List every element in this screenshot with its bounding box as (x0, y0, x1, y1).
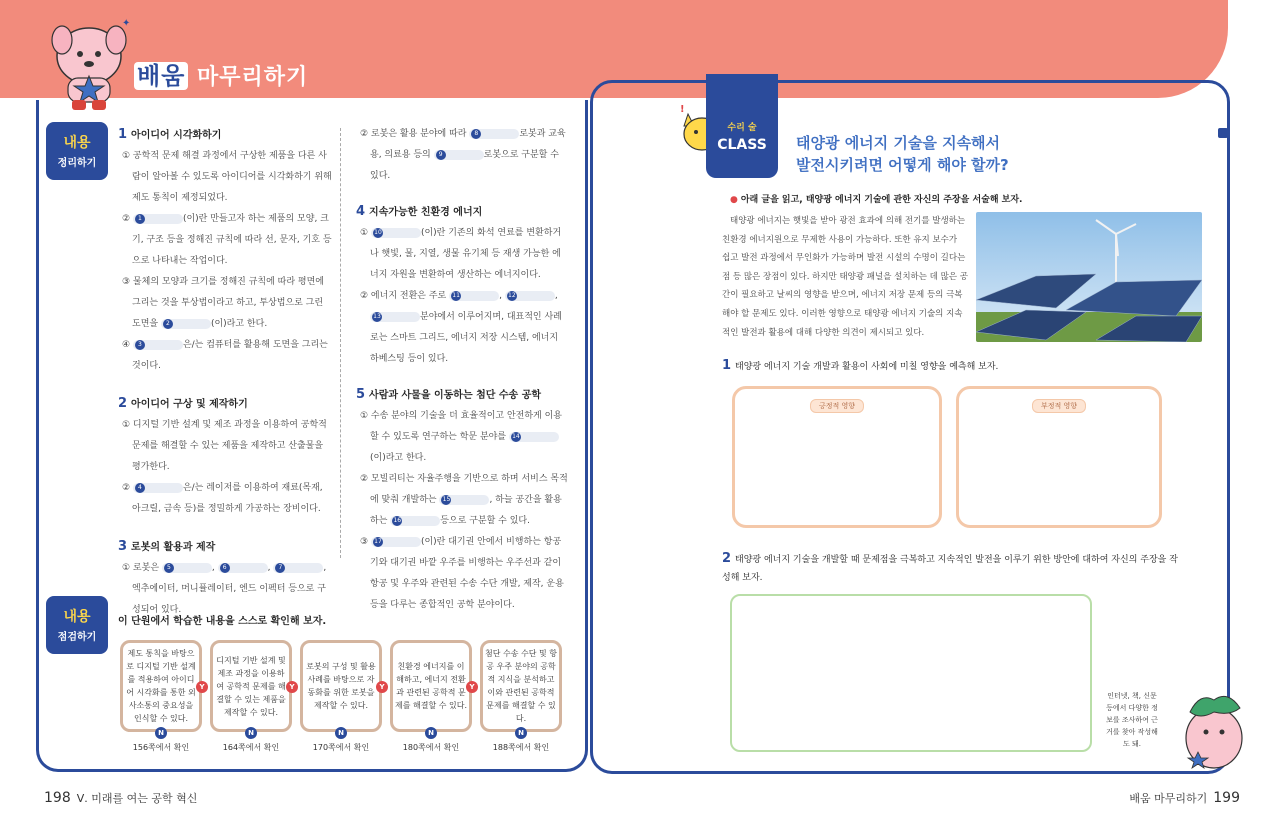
fill-blank[interactable] (469, 129, 519, 139)
reading-paragraph: 태양광 에너지는 햇빛을 받아 광전 효과에 의해 전기를 발생하는 친환경 에너지원으로 무제한 사용이 가능하다. 또한 유지 보수가 쉽고 발전 과정에서 무인화가 가능하며 발전 시설의 수명이 길다는 점 등 많은 장점이 있다. 하지만 태양광 패널을 설치하는 데 많은 공간이 필요하고 날씨의 영향을 받으며, 에너지 저장 문제 등의 극복해야 할 문제도 있다. 이러한 영향으로 태양광 에너지 기술의 지속적인 발전과 활용에 대해 다양한 의견이 제시되고 있다. (722, 216, 968, 338)
class-badge (706, 74, 778, 178)
question-text: 태양광 에너지 기술 개발과 활용이 사회에 미칠 영향을 예측해 보자. (735, 362, 999, 372)
item-text: 은/는 레이저를 이용하여 재료(목재, 아크릴, 금속 등)를 정밀하게 가공하는 장비이다. (132, 483, 323, 514)
big-question-line1: 태양광 에너지 기술을 지속해서 (796, 134, 1001, 152)
item-text: (이)란 만들고자 하는 제품의 모양, 크기, 구조 등을 정해진 규칙에 따라 선, 문자, 기호 등으로 나타내는 작업이다. (132, 214, 332, 266)
section-title-text: 아이디어 시각화하기 (131, 130, 222, 141)
item-text: ③ 물체의 모양과 크기를 정해진 규칙에 따라 평면에 그리는 것을 투상법이라고 하고, 투상법으로 그린 도면을 (122, 277, 324, 329)
item-text: 은/는 컴퓨터를 활용해 도면을 그리는 것이다. (132, 340, 328, 371)
summary-column-2 (356, 124, 568, 616)
question-2 (722, 550, 1182, 587)
section-number: 5 (356, 387, 366, 402)
review-box-2 (210, 640, 292, 732)
fill-blank[interactable] (133, 340, 183, 350)
list-item (356, 286, 568, 370)
fill-blank[interactable] (449, 291, 499, 301)
item-text: ③ (360, 537, 369, 547)
review-box-4 (390, 640, 472, 732)
item-text: ① 디지털 기반 설계 및 제조 과정을 이용하여 공학적 문제를 해결할 수 있는 제품을 제작하고 산출물을 평가한다. (122, 420, 327, 472)
page-reference: 156쪽에서 확인 (132, 743, 190, 752)
fill-blank[interactable] (133, 483, 183, 493)
list-item (356, 469, 568, 532)
instruction-text: 아래 글을 읽고, 태양광 에너지 기술에 관한 자신의 주장을 서술해 보자. (740, 195, 1023, 205)
list-item (118, 146, 334, 209)
review-text: 친환경 에너지를 이해하고, 에너지 전환과 관련된 공학적 문제를 해결할 수 있다. (395, 662, 467, 710)
item-text: 분야에서 이루어지며, 대표적인 사례로는 스마트 그리드, 에너지 저장 시스템, 에너지 하베스팅 등이 있다. (370, 312, 562, 364)
no-arrow-icon: N (335, 727, 347, 739)
tab-review-line2: 점검하기 (57, 632, 97, 643)
review-question: 이 단원에서 학습한 내용을 스스로 확인해 보자. (118, 616, 327, 627)
fill-blank[interactable] (371, 537, 421, 547)
item-text: ① 공학적 문제 해결 과정에서 구상한 제품을 다른 사람이 알아볼 수 있도록 아이디어를 시각화하기 위해 제도 통칙이 제정되었다. (122, 151, 332, 203)
question-number: 1 (722, 358, 732, 373)
no-arrow-icon: N (515, 727, 527, 739)
page-title (134, 56, 308, 91)
section-number: 1 (118, 127, 128, 142)
list-item (118, 415, 334, 478)
section-title (118, 124, 334, 146)
item-text: 로봇으로 구분할 수 있다. (370, 150, 559, 181)
answer-box[interactable] (730, 594, 1092, 752)
bullet-icon: ● (730, 195, 738, 205)
hint-text: 인터넷, 책, 신문 등에서 다양한 정보를 조사하여 근거를 찾아 작성해도 돼. (1106, 692, 1158, 748)
frame-marker (1218, 128, 1228, 138)
section-title (118, 393, 334, 415)
footer-text: Ⅴ. 미래를 여는 공학 혁신 (76, 792, 198, 805)
list-item (356, 124, 568, 187)
section-title (356, 201, 568, 223)
fill-blank[interactable] (218, 563, 268, 573)
summary-column-1 (118, 124, 334, 621)
item-text: ② 로봇은 활용 분야에 따라 (360, 129, 467, 139)
item-text: 등으로 구분할 수 있다. (440, 516, 530, 526)
no-arrow-icon: N (245, 727, 257, 739)
footer-text: 배움 마무리하기 (1129, 792, 1208, 805)
page-reference: 180쪽에서 확인 (402, 743, 460, 752)
question-number: 2 (722, 551, 732, 566)
fill-blank[interactable] (370, 312, 420, 322)
question-1 (722, 358, 998, 373)
negative-label: 부정적 영향 (1032, 399, 1086, 413)
review-text: 제도 통칙을 바탕으로 디지털 기반 설계를 적용하여 아이디어 시각화를 통한 외사소통의 중요성을 인식할 수 있다. (126, 649, 196, 723)
tab-summary-line2: 정리하기 (57, 158, 97, 169)
review-text: 디지털 기반 설계 및 제조 과정을 이용하여 공학적 문제를 해결할 수 있는 제품을 제작할 수 있다. (216, 655, 286, 717)
item-text: ② 에너지 전환은 주로 (360, 291, 447, 301)
fill-blank[interactable] (161, 319, 211, 329)
big-question-line2: 발전시키려면 어떻게 해야 할까? (796, 156, 1009, 174)
badge-line2: CLASS (717, 137, 767, 153)
list-item (118, 335, 334, 377)
section-number: 3 (118, 539, 128, 554)
item-text: ② (122, 483, 131, 493)
tab-review (46, 596, 108, 654)
section-title-text: 아이디어 구상 및 제작하기 (131, 399, 248, 410)
item-text: , (554, 291, 558, 301)
title-rest: 마무리하기 (197, 65, 309, 90)
item-text: , (499, 291, 502, 301)
page-reference: 164쪽에서 확인 (222, 743, 280, 752)
pink-creature-mascot-icon (1178, 686, 1250, 772)
item-text: ① 로봇은 (122, 563, 160, 573)
fill-blank[interactable] (505, 291, 555, 301)
section-number: 4 (356, 204, 366, 219)
fill-blank[interactable] (434, 150, 484, 160)
footer-left (44, 790, 197, 806)
review-box-3 (300, 640, 382, 732)
item-text: 로봇과 교육용, 의료용 등의 (370, 129, 566, 160)
negative-impact-box[interactable] (956, 386, 1162, 528)
column-divider (340, 128, 341, 558)
item-text: (이)라고 한다. (370, 453, 427, 463)
big-question (796, 132, 1009, 176)
review-box-1 (120, 640, 202, 732)
fill-blank[interactable] (371, 228, 421, 238)
item-text: ① (360, 228, 369, 238)
yes-arrow-icon: Y (286, 681, 298, 693)
list-item (356, 532, 568, 616)
list-item (356, 406, 568, 469)
item-text: (이)란 기존의 화석 연료를 변환하거나 햇빛, 물, 지열, 생물 유기체 등 재생 가능한 에너지 자원을 변환하여 생산하는 에너지이다. (370, 228, 562, 280)
solar-panel-photo (976, 212, 1202, 342)
list-item (118, 478, 334, 520)
fill-blank[interactable] (509, 432, 559, 442)
tab-summary (46, 122, 108, 180)
item-text: (이)란 대기권 안에서 비행하는 항공기와 대기권 바깥 우주를 비행하는 우주선과 같이 항공 및 우주와 관련된 수송 수단 개발, 제작, 운용 등을 다루는 종합적인 공학 분야이다. (370, 537, 564, 610)
section-title (356, 384, 568, 406)
review-text: 로봇의 구성 및 활용 사례를 바탕으로 자동화를 위한 로봇을 제작할 수 있다. (306, 662, 376, 710)
yes-arrow-icon: Y (196, 681, 208, 693)
review-text: 첨단 수송 수단 및 항공 우주 분야의 공학적 지식을 분석하고 이와 관련된 공학적 문제를 해결할 수 있다. (485, 649, 557, 723)
page-reference: 188쪽에서 확인 (492, 743, 550, 752)
list-item (118, 209, 334, 272)
footer-right (1129, 790, 1240, 806)
no-arrow-icon: N (155, 727, 167, 739)
section-title-text: 로봇의 활용과 제작 (131, 542, 216, 553)
item-text: , 엑추에이터, 머니퓰레이터, 엔드 이펙터 등으로 구성되어 있다. (132, 563, 327, 615)
page-number: 198 (44, 790, 71, 806)
section-title (118, 536, 334, 558)
section-title-text: 지속가능한 친환경 에너지 (369, 207, 483, 218)
section-title-text: 사람과 사물을 이동하는 첨단 수송 공학 (369, 390, 542, 401)
question-text: 태양광 에너지 기술을 개발할 때 문제점을 극복하고 지속적인 발전을 이루기 위한 방안에 대하여 자신의 주장을 작성해 보자. (722, 555, 1178, 583)
section-number: 2 (118, 396, 128, 411)
item-text: ① 수송 분야의 기술을 더 효율적이고 안전하게 이용할 수 있도록 연구하는 학문 분야를 (360, 411, 562, 442)
svg-text:✦: ✦ (122, 18, 131, 29)
positive-impact-box[interactable] (732, 386, 942, 528)
fill-blank[interactable] (439, 495, 489, 505)
page-reference: 170쪽에서 확인 (312, 743, 370, 752)
item-text: , 하늘 공간을 활용하는 (370, 495, 562, 526)
yes-arrow-icon: Y (376, 681, 388, 693)
review-box-5 (480, 640, 562, 732)
list-item (118, 272, 334, 335)
instruction (730, 192, 1022, 205)
fill-blank[interactable] (390, 516, 440, 526)
list-item (356, 223, 568, 286)
item-text: , (211, 563, 215, 573)
item-text: ④ (122, 340, 131, 350)
svg-text:!: ! (680, 104, 685, 115)
item-text: (이)라고 한다. (210, 319, 268, 329)
title-highlight: 배움 (134, 62, 188, 90)
item-text: ② 모빌리티는 자율주행을 기반으로 하며 서비스 목적에 맞춰 개발하는 (360, 474, 568, 505)
fill-blank[interactable] (273, 563, 323, 573)
pink-dog-mascot-icon (44, 16, 134, 112)
item-text: , (267, 563, 271, 573)
fill-blank[interactable] (133, 214, 183, 224)
page-number: 199 (1213, 790, 1240, 806)
yes-arrow-icon: Y (466, 681, 478, 693)
positive-label: 긍정적 영향 (810, 399, 864, 413)
badge-line1: 수리 술 (727, 123, 757, 133)
tab-summary-line1: 내용 (63, 135, 91, 151)
tab-review-line1: 내용 (63, 609, 91, 625)
fill-blank[interactable] (162, 563, 212, 573)
item-text: ② (122, 214, 131, 224)
no-arrow-icon: N (425, 727, 437, 739)
